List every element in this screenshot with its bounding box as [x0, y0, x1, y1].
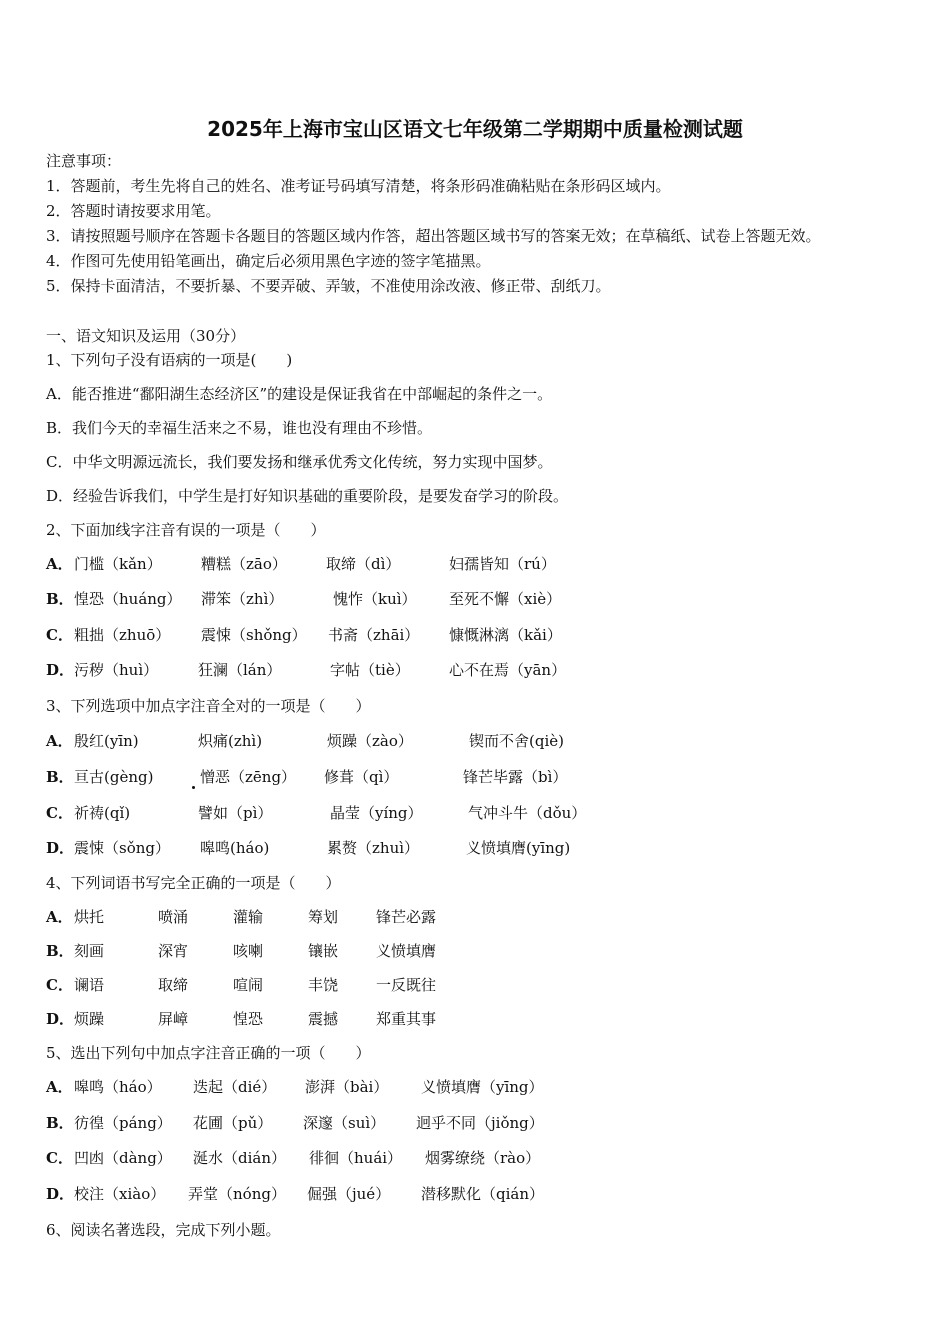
emphasis-dot [192, 786, 195, 789]
notice-item: 2．答题时请按要求用笔。 [46, 202, 221, 220]
option-item: 烟雾缭绕（rào） [425, 1149, 541, 1167]
option-item: 咳喇 [233, 942, 264, 960]
option-item: 镶嵌 [308, 942, 339, 960]
option-item: 粗拙（zhuō） [74, 626, 171, 644]
option-item: 污秽（huì） [74, 661, 159, 679]
page-title: 2025年上海市宝山区语文七年级第二学期期中质量检测试题 [207, 117, 743, 141]
option-item: 丰饶 [308, 976, 339, 994]
option-item: 花圃（pǔ） [193, 1114, 273, 1132]
option-item: 取缔 [158, 976, 189, 994]
option-item: 一反既往 [376, 976, 437, 994]
option-label: C． [46, 1149, 73, 1167]
notice-heading: 注意事项： [46, 152, 122, 170]
option-item: 嗥鸣(háo) [200, 839, 270, 857]
option-item: 烦躁（zào） [327, 732, 413, 750]
question-stem: 4、下列词语书写完全正确的一项是（ ） [46, 874, 341, 892]
option-item: 校注（xiào） [74, 1185, 166, 1203]
option-item: 祈祷(qǐ) [74, 804, 131, 822]
option-label: A． [46, 732, 73, 750]
option-label: B． [46, 1114, 74, 1132]
option-label: B． [46, 768, 74, 786]
notice-item: 5．保持卡面清洁，不要折暴、不要弄破、弄皱，不准使用涂改液、修正带、刮纸刀。 [46, 277, 611, 295]
option-item: 震悚（shǒng） [201, 626, 307, 644]
option-item: 彷徨（páng） [74, 1114, 172, 1132]
option-item: 妇孺皆知（rú） [449, 555, 556, 573]
option-item: 狂澜（lán） [198, 661, 282, 679]
option-label: D． [46, 1185, 75, 1203]
option-item: 书斋（zhāi） [328, 626, 420, 644]
option-label: B． [46, 942, 74, 960]
option-item: 烘托 [74, 908, 105, 926]
section-heading: 一、语文知识及运用（30分） [46, 327, 246, 345]
option-item: 倔强（jué） [307, 1185, 391, 1203]
option-item: 刻画 [74, 942, 105, 960]
option-label: A． [46, 1078, 73, 1096]
option-item: 惶恐（huáng） [74, 590, 182, 608]
option-item: 滞笨（zhì） [201, 590, 284, 608]
option-item: 涎水（dián） [193, 1149, 287, 1167]
option-item: 烦躁 [74, 1010, 105, 1028]
option-item: 糟糕（zāo） [201, 555, 287, 573]
option-item: 谰语 [74, 976, 105, 994]
question-stem: 1、下列句子没有语病的一项是( ) [46, 351, 293, 369]
option-item: 郑重其事 [376, 1010, 437, 1028]
option-item: 锋芒毕露（bì） [463, 768, 568, 786]
option-item: 喧闹 [233, 976, 264, 994]
option-label: D． [46, 1010, 75, 1028]
notice-item: 1．答题前，考生先将自己的姓名、准考证号码填写清楚，将条形码准确粘贴在条形码区域内。 [46, 177, 671, 195]
question-stem: 6、阅读名著选段，完成下列小题。 [46, 1221, 281, 1239]
option-item: 凹凼（dàng） [74, 1149, 172, 1167]
option-item: 深宵 [158, 942, 189, 960]
option-item: 深邃（suì） [303, 1114, 386, 1132]
option-item: 震撼 [308, 1010, 339, 1028]
option-item: 炽痛(zhì) [198, 732, 263, 750]
option-item: 迥乎不同（jiǒng） [416, 1114, 544, 1132]
option-item: 譬如（pì） [198, 804, 273, 822]
option-item: 惶恐 [233, 1010, 264, 1028]
question-stem: 5、选出下列句中加点字注音正确的一项（ ） [46, 1044, 371, 1062]
option-item: 迭起（dié） [193, 1078, 277, 1096]
option-item: 愧怍（kuì） [333, 590, 417, 608]
option-item: 殷红(yīn) [74, 732, 139, 750]
option-item: 嗥鸣（háo） [74, 1078, 162, 1096]
option-item: 字帖（tiè） [330, 661, 410, 679]
option-item: 义愤填膺(yīng) [466, 839, 571, 857]
option-item: 筹划 [308, 908, 339, 926]
option-item: 心不在焉（yān） [449, 661, 567, 679]
option-label: D． [46, 839, 75, 857]
option-item: 修葺（qì） [324, 768, 399, 786]
option-item: 取缔（dì） [326, 555, 401, 573]
option-item: 慷慨淋漓（kǎi） [449, 626, 562, 644]
option-item: 锋芒必露 [376, 908, 437, 926]
option-label: C． [46, 804, 73, 822]
option-item: 门槛（kǎn） [74, 555, 162, 573]
option-item: 亘古(gèng) [74, 768, 154, 786]
notice-item: 4．作图可先使用铅笔画出，确定后必须用黑色字迹的签字笔描黑。 [46, 252, 491, 270]
option-item: 义愤填膺 [376, 942, 437, 960]
option-item: 锲而不舍(qiè) [469, 732, 564, 750]
option-label: A． [46, 908, 73, 926]
option-label: A． [46, 555, 73, 573]
option-item: 屏嶂 [158, 1010, 189, 1028]
option-item: 义愤填膺（yīng） [421, 1078, 544, 1096]
option-item: 潜移默化（qián） [421, 1185, 545, 1203]
option-item: 喷涌 [158, 908, 189, 926]
option-item: 憎恶（zēng） [200, 768, 297, 786]
question-stem: 2、下面加线字注音有误的一项是（ ） [46, 521, 326, 539]
option-item: 至死不懈（xiè） [449, 590, 562, 608]
option-item: 澎湃（bài） [305, 1078, 389, 1096]
option-b: B．我们今天的幸福生活来之不易，谁也没有理由不珍惜。 [46, 419, 433, 437]
option-item: 气冲斗牛（dǒu） [468, 804, 587, 822]
question-stem: 3、下列选项中加点字注音全对的一项是（ ） [46, 697, 371, 715]
option-a: A．能否推进“鄱阳湖生态经济区”的建设是保证我省在中部崛起的条件之一。 [46, 385, 553, 403]
option-label: D． [46, 661, 75, 679]
option-item: 徘徊（huái） [309, 1149, 403, 1167]
option-label: C． [46, 626, 73, 644]
option-label: B． [46, 590, 74, 608]
option-item: 灌输 [233, 908, 264, 926]
notice-item: 3．请按照题号顺序在答题卡各题目的答题区域内作答，超出答题区域书写的答案无效；在草稿纸、试卷上答题无效。 [46, 227, 821, 245]
option-c: C．中华文明源远流长，我们要发扬和继承优秀文化传统，努力实现中国梦。 [46, 453, 553, 471]
option-item: 晶莹（yíng） [330, 804, 423, 822]
option-label: C． [46, 976, 73, 994]
option-item: 弄堂（nóng） [188, 1185, 286, 1203]
option-d: D．经验告诉我们，中学生是打好知识基础的重要阶段，是要发奋学习的阶段。 [46, 487, 569, 505]
option-item: 震悚（sǒng） [74, 839, 170, 857]
option-item: 累赘（zhuì） [327, 839, 420, 857]
